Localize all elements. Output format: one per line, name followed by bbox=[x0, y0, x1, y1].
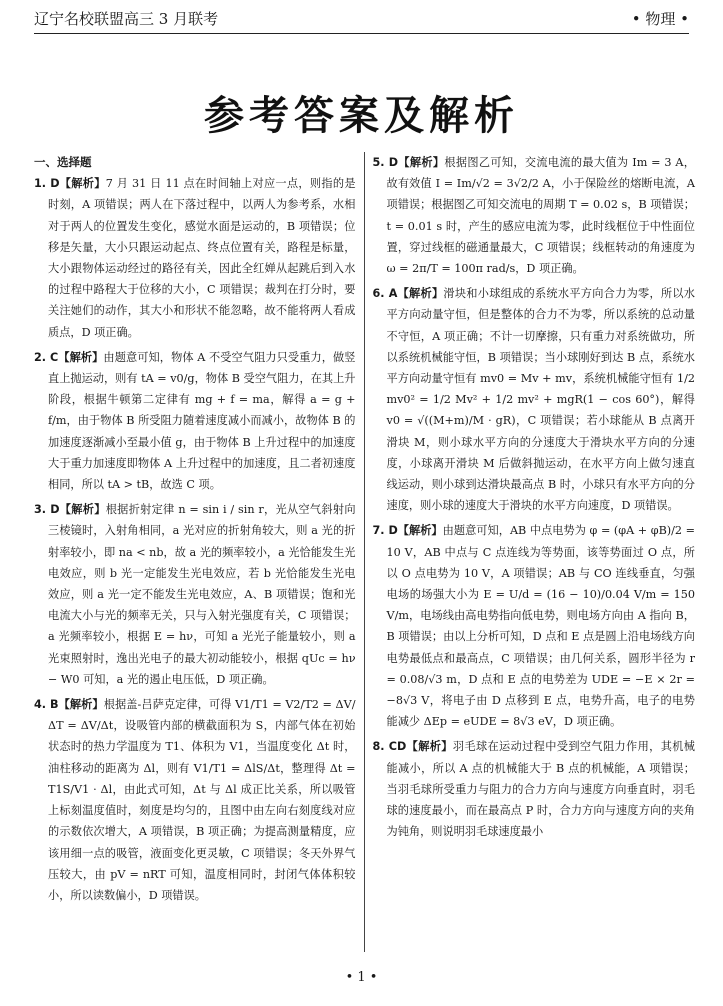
page-number: • 1 • bbox=[345, 970, 378, 985]
page-header bbox=[34, 6, 689, 34]
header-exam-name: 辽宁名校联盟高三 3 月联考 bbox=[34, 10, 219, 28]
answer-paragraph bbox=[34, 347, 356, 495]
answer-label: 6. A【解析】 bbox=[372, 287, 444, 301]
section-heading: 一、选择题 bbox=[34, 155, 92, 169]
right-answer-list bbox=[373, 152, 696, 843]
answer-label: 3. D【解析】 bbox=[34, 503, 106, 517]
answer-explanation: 滑块和小球组成的系统水平方向合力为零，所以水平方向动量守恒，但是整体的合力不为零，所以系统的总动量不守恒，A 项正确；不计一切摩擦，只有重力对系统做功，所以系统机械能守恒，B 项错误；当小球刚好到达 B 点，系统水平方向动量守恒有 mv0 = Mv + mv，系统机械能守恒有 1/2 mv0² = 1/2 Mv² + 1/2 mv² + mgR(1 − cos 60°)，解得 v0 = √((M+m)/M · gR)，C 项错误；若小球能从 B 点离开滑块 M，则小球水平方向的分速度大于滑块水平方向的分速度，小球离开滑块 M 后做斜抛运动，在水平方向上做匀速直线运动，则小球到达滑块最高点 B 时，小球只有水平方向的分速度，则小球的速度大于滑块的水平方向速度，D 项错误。 bbox=[386, 287, 695, 513]
page-title: 参考答案及解析 bbox=[204, 93, 519, 139]
answer-item-q2 bbox=[34, 347, 356, 495]
answer-explanation: 7 月 31 日 11 点在时间轴上对应一点，则指的是时刻，A 项错误；两人在下落过程中，以两人为参考系，水相对于两人的位置发生变化，感觉水面是运动的，B 项错误；位移是矢量，大小只跟运动起点、终点位置有关，路程是标量，大小跟物体运动经过的路径有关，因此全红婵从起跳后到入水的过程中路程大于位移的大小，C 项错误；裁判在打分时，要关注她们的动作，其大小和形状不能忽略，故不能将两人看成质点，D 项正确。 bbox=[48, 177, 356, 339]
answer-explanation: 根据折射定律 n = sin i / sin r，光从空气斜射向三棱镜时，入射角相同，a 光对应的折射角较大，则 a 光的折射率较小，即 na < nb，故 a 光的频率较小，a 光恰能发生光电效应，则 b 光一定能发生光电效应，若 b 光恰能发生光电效应，则 a 光一定不能发生光电效应，A、B 项错误；饱和光电流大小与光的频率无关，只与入射光强度有关，C 项错误；a 光频率较小，根据 E = hν，可知 a 光光子能量较小，则 a 光束照射时，逸出光电子的最大初动能较小，根据 qUc = hν − W0 可知，a 光的遏止电压低，D 项正确。 bbox=[48, 503, 356, 686]
answer-label: 1. D【解析】 bbox=[34, 177, 106, 191]
answer-item-q6 bbox=[373, 283, 696, 516]
answer-item-q7 bbox=[373, 520, 696, 732]
answer-item-q3 bbox=[34, 499, 356, 690]
header-subject: • 物理 • bbox=[631, 10, 689, 28]
answer-item-q1 bbox=[34, 173, 356, 343]
answer-item-q8 bbox=[373, 736, 696, 842]
answer-label: 4. B【解析】 bbox=[34, 698, 104, 712]
answer-label: 8. CD【解析】 bbox=[372, 740, 453, 754]
answer-explanation: 由题意可知，物体 A 不受空气阻力只受重力，做竖直上抛运动，则有 tA = v0/g，物体 B 受空气阻力，在其上升阶段，根据牛顿第二定律有 mg + f = ma，解得 a = g + f/m，由于物体 B 所受阻力随着速度减小而减小，故物体 B 的加速度逐渐减小至最小值 g，由于物体 B 上升过程中的加速度大于重力加速度即物体 A 上升过程中的加速度，且二者初速度相同，所以 tA > tB，故选 C 项。 bbox=[48, 350, 356, 492]
answer-paragraph bbox=[373, 152, 696, 279]
answer-columns bbox=[34, 152, 695, 952]
answer-item-q5 bbox=[373, 152, 696, 279]
answer-paragraph bbox=[373, 283, 696, 516]
answer-paragraph bbox=[34, 694, 356, 906]
answer-label: 7. D【解析】 bbox=[372, 524, 443, 538]
answer-label: 2. C【解析】 bbox=[34, 350, 104, 364]
answer-explanation: 羽毛球在运动过程中受到空气阻力作用，其机械能减小，所以 A 点的机械能大于 B 点的机械能，A 项错误；当羽毛球所受重力与阻力的合力方向与速度方向垂直时，羽毛球的速度最小，而在最高点 P 时，合力方向与速度方向的夹角为钝角，则说明羽毛球速度最小 bbox=[386, 740, 695, 839]
right-column bbox=[365, 152, 696, 952]
answer-explanation: 由题意可知，AB 中点电势为 φ = (φA + φB)/2 = 10 V，AB 中点与 C 点连线为等势面，该等势面过 O 点，所以 O 点电势为 10 V，A 项错误；AB 与 CO 连线垂直，匀强电场的场强大小为 E = U/d = (16 − 10)/0.04 V/m = 150 V/m，电场线由高电势指向低电势，则电场方向由 A 指向 B，B 项错误；由以上分析可知，D 点和 E 点是圆上沿电场线方向电势最低点和最高点，C 项错误；由几何关系，圆形半径为 r = 0.08/√3 m，D 点和 E 点的电势差为 UDE = −E × 2r = −8√3 V，将电子由 D 点移到 E 点，电势升高，电子的电势能减少 ΔEp = eUDE = 8√3 eV，D 项正确。 bbox=[386, 524, 696, 729]
left-answer-list bbox=[34, 173, 356, 906]
answer-paragraph bbox=[373, 520, 696, 732]
answer-paragraph bbox=[34, 499, 356, 690]
answer-paragraph bbox=[373, 736, 696, 842]
answer-explanation: 根据图乙可知，交流电流的最大值为 Im = 3 A，故有效值 I = Im/√2 = 3√2/2 A，小于保险丝的熔断电流，A 项错误；根据图乙可知交流电的周期 T = 0.02 s，B 项错误；t = 0.01 s 时，产生的感应电流为零，此时线框位于中性面位置，穿过线框的磁通量最大，C 项错误；线框转动的角速度为 ω = 2π/T = 100π rad/s，D 项正确。 bbox=[386, 156, 695, 276]
answer-label: 5. D【解析】 bbox=[372, 156, 445, 169]
answer-paragraph bbox=[34, 173, 356, 343]
left-column bbox=[34, 152, 365, 952]
answer-item-q4 bbox=[34, 694, 356, 906]
answer-explanation: 根据盖-吕萨克定律，可得 V1/T1 = V2/T2 = ΔV/ΔT = ΔV/Δt，设吸管内部的横截面积为 S，内部气体在初始状态时的热力学温度为 T1、体积为 V1，当温度变化 Δt 时，油柱移动的距离为 Δl，则有 V1/T1 = ΔlS/Δt，整理得 Δt = T1S/V1 · Δl，由此式可知，Δt 与 Δl 成正比关系，所以吸管上标刻温度值时，刻度是均匀的，且图中由左向右刻度线对应的示数依次增大，A 项错误，B 项正确；为提高测量精度，应该用细一点的吸管，液面变化更灵敏，C 项错误；冬天外界气压较大，由 pV = nRT 可知，温度相同时，封闭气体体积较小，所以读数偏小，D 项错误。 bbox=[48, 698, 356, 902]
